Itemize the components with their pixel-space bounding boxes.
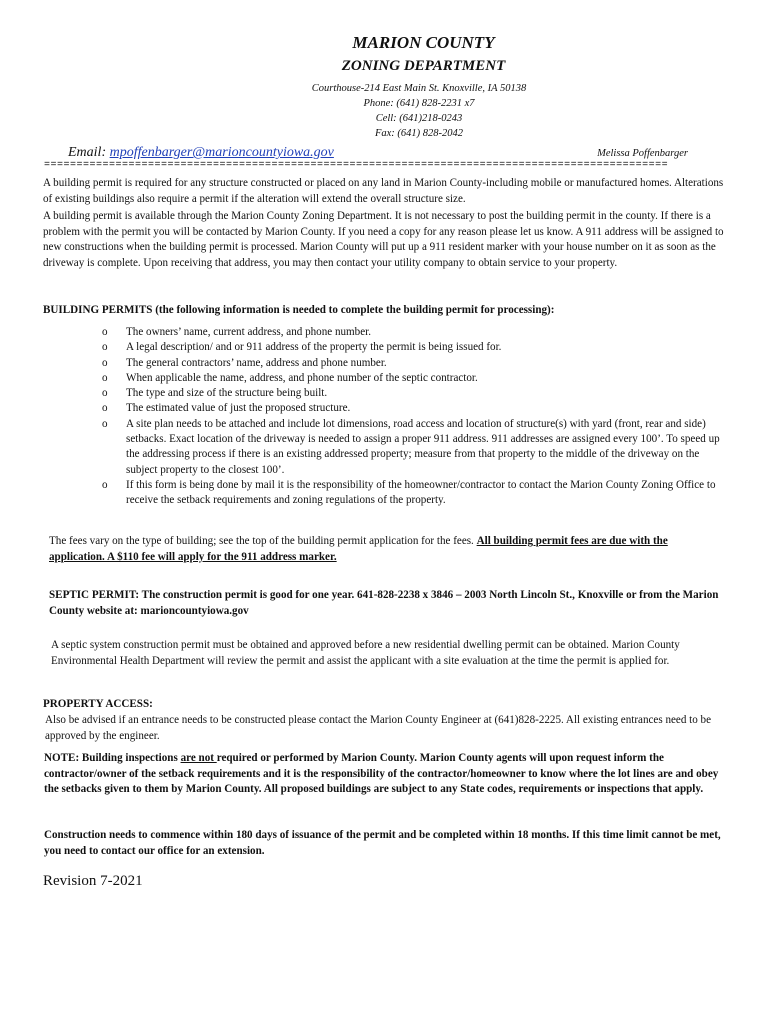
list-item: o The owners’ name, current address, and phone number. [102, 325, 722, 340]
bullet-icon: o [102, 371, 108, 384]
contact-name: Melissa Poffenbarger [597, 148, 688, 159]
email-row [68, 145, 688, 161]
list-item: o The estimated value of just the proposed structure. [102, 401, 722, 416]
list-item: o The type and size of the structure being built. [102, 386, 722, 401]
list-item: o The general contractors’ name, address and phone number. [102, 356, 722, 371]
intro-paragraph-2: A building permit is available through the Marion County Zoning Department. It is not necessary to post the building permit in the county. If there is a problem with the permit you will be contacted by Marion County. If you need a copy for any reason please let us know. A 911 address will be assigned to new constructions when the building permit is processed. Marion County will put up a 911 resident marker with your house number on it as soon as the driveway is complete. Upon receiving that address, you may then contact your utility company to obtain service to your property. [43, 210, 724, 269]
note-paragraph: NOTE: Building inspections are not required or performed by Marion County. Marion County agents will upon request inform the contractor/owner of the setback requirements and it is the responsibility of the contractor/homeowner to know where the lot lines are and obey the setbacks given to them by Marion County. All proposed buildings are subject to any State codes, requirements or inspections that apply. [44, 752, 719, 796]
phone-line: Phone: (641) 828-2231 x7 [363, 98, 475, 109]
requirements-list [102, 325, 722, 509]
page-subtitle: ZONING DEPARTMENT [341, 58, 506, 74]
bullet-icon: o [102, 341, 108, 354]
list-item: o A legal description/ and or 911 address of the property the permit is being issued for. [102, 340, 722, 355]
list-item: o When applicable the name, address, and phone number of the septic contractor. [102, 371, 722, 386]
page-title: MARION COUNTY [352, 33, 495, 52]
separator-rule: ================================================================================================ [44, 160, 669, 171]
list-item: o If this form is being done by mail it is the responsibility of the homeowner/contractor to contact the Marion County Zoning Office to receive the setback requirements and zoning regulations of the property. [102, 478, 716, 507]
bullet-icon: o [102, 478, 108, 491]
email-label: Email: [68, 145, 110, 160]
email-link[interactable]: mpoffenbarger@marioncountyiowa.gov [109, 145, 334, 160]
bullet-icon: o [102, 356, 108, 369]
building-permits-heading: BUILDING PERMITS (the following information is needed to complete the building permit for processing): [43, 304, 555, 316]
bullet-icon: o [102, 417, 108, 430]
construction-paragraph: Construction needs to commence within 180 days of issuance of the permit and be completed within 18 months. If this time limit cannot be met, you need to contact our office for an extension. [44, 829, 721, 857]
access-paragraph: Also be advised if an entrance needs to be constructed please contact the Marion County Engineer at (641)828-2225. All existing entrances need to be approved by the engineer. [45, 714, 712, 742]
list-item: o A site plan needs to be attached and include lot dimensions, road access and location of structure(s) with yard (front, rear and side) setbacks. Exact location of the driveway is needed to assign a proper 911 address. 911 addresses are assigned every 100’. To speed up the addressing process if there is an existing addressed property; measure from that property to the middle of the driveway on the subject property to the closest 100’. [102, 417, 720, 476]
fees-paragraph: The fees vary on the type of building; see the top of the building permit application for the fees. All building permit fees are due with the application. A $110 fee will apply for the 911 address marker. [49, 535, 668, 563]
bullet-icon: o [102, 387, 108, 400]
address-line: Courthouse-214 East Main St. Knoxville, IA 50138 [311, 83, 527, 94]
bullet-icon: o [102, 326, 108, 338]
revision-label: Revision 7-2021 [43, 873, 143, 889]
septic-heading: SEPTIC PERMIT: The construction permit is good for one year. 641-828-2238 x 3846 – 2003 North Lincoln St., Knoxville or from the Marion County website at: marioncountyiowa.gov [49, 589, 719, 617]
contact-block [0, 81, 770, 141]
fax-line: Fax: (641) 828-2042 [374, 128, 464, 139]
fees-emphasis: All building permit fees are due with the application. A $110 fee will apply for the 911 address marker. [49, 535, 668, 563]
intro-paragraph-1: A building permit is required for any structure constructed or placed on any land in Marion County-including mobile or manufactured homes. Alterations of existing buildings also require a permit if the alteration will extend the overall structure size. [43, 177, 724, 205]
bullet-icon: o [102, 402, 108, 415]
septic-paragraph: A septic system construction permit must be obtained and approved before a new residential dwelling permit can be obtained. Marion County Environmental Health Department will review the permit and assist the applicant with a site evaluation at the time the permit is applied for. [51, 639, 680, 667]
cell-line: Cell: (641)218-0243 [375, 113, 463, 124]
access-heading: PROPERTY ACCESS: [43, 698, 153, 710]
